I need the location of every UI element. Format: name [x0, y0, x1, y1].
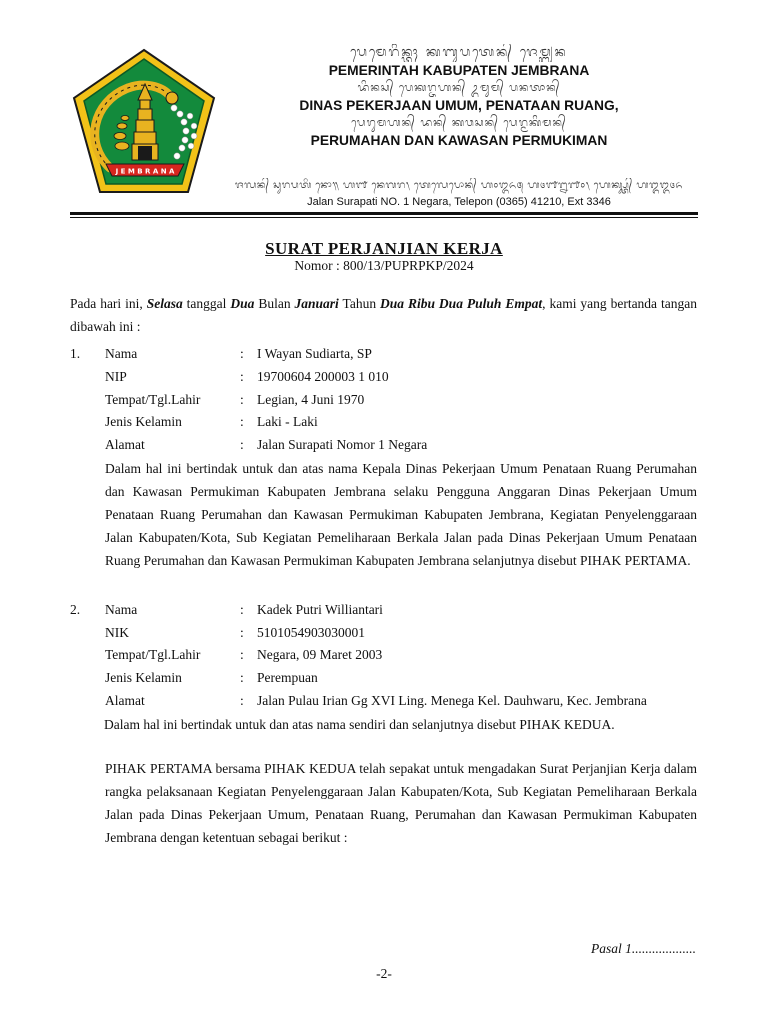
balinese-address-line: ᬚᬮᬦ᭄ ᬲᬸᬭᬧᬢᬶ ᬦᭀ᭟ ᬳ᭑ ᬦᬾᬕᬭ᭞ ᬢᬾᬮᬾᬧᭀᬦ᭄ ᬳ᭐᭓᭖᭕ ᬳ᭔᭑᭒᭑᭐᭞ ᬳᬾᬓ᭄ᬲ᭄ᬢ᭄ ᬳ᭓᭓᭔᭖	[234, 180, 684, 191]
letterhead-rule-thick	[70, 212, 698, 215]
agency-address: Jalan Surapati NO. 1 Negara, Telepon (0365) 41210, Ext 3346	[307, 196, 611, 208]
field-colon: :	[240, 647, 244, 662]
field-label: Tempat/Tgl.Lahir	[105, 647, 201, 662]
party-1-name: I Wayan Sudiarta, SP	[257, 346, 372, 361]
field-colon: :	[240, 369, 244, 384]
logo-banner-text: J E M B R A N A	[115, 167, 175, 176]
field-colon: :	[240, 346, 244, 361]
party-number: 2.	[70, 602, 81, 617]
party-2-nik: 5101054903030001	[257, 625, 365, 640]
party-2-name: Kadek Putri Williantari	[257, 602, 383, 617]
letterhead-rule-thin	[70, 217, 698, 218]
intro-year: Dua Ribu Dua Puluh Empat	[380, 296, 543, 311]
field-label: Jenis Kelamin	[105, 670, 182, 685]
field-colon: :	[240, 437, 244, 452]
party-1-birth: Legian, 4 Juni 1970	[257, 392, 365, 407]
party-1-gender: Laki - Laki	[257, 414, 318, 429]
field-label: Alamat	[105, 437, 145, 452]
party-1-nip: 19700604 200003 1 010	[257, 369, 389, 384]
field-label: Nama	[105, 346, 138, 361]
party-1-description: Dalam hal ini bertindak untuk dan atas nama Kepala Dinas Pekerjaan Umum Penataan Ruang Perumahan dan Kawasan Permukiman Kabupaten Jembrana selaku Pengguna Anggaran Dinas Pekerjaan Umum Penataan Ruang Perumahan dan Kawasan Permukiman Kabupaten Jembrana, Kegiatan Penyelenggaraan Jalan Kabupaten/Kota, Sub Kegiatan Pemeliharaan Berkala Jalan pada Dinas Pekerjaan Umum Penataan Ruang Perumahan dan Kawasan Permukiman Kabupaten Jembrana selanjutnya disebut PIHAK PERTAMA.	[105, 461, 697, 568]
agency-name-line-1: DINAS PEKERJAAN UMUM, PENATAAN RUANG,	[299, 98, 619, 113]
party-2-address: Jalan Pulau Irian Gg XVI Ling. Menega Kel. Dauhwaru, Kec. Jembrana	[257, 693, 647, 708]
field-label: Tempat/Tgl.Lahir	[105, 392, 201, 407]
government-name: PEMERINTAH KABUPATEN JEMBRANA	[328, 63, 590, 78]
agency-name-line-2: PERUMAHAN DAN KAWASAN PERMUKIMAN	[310, 133, 608, 148]
balinese-script-line: ᬧᬾᬭᬸᬫᬳᬦ᭄ ᬤᬦ᭄ ᬓᬯᬲᬦ᭄ ᬧᬾᬭ᭄ᬫᬸᬓᬶᬫᬦ᭄	[351, 116, 567, 129]
field-colon: :	[240, 602, 244, 617]
party-number: 1.	[70, 346, 81, 361]
intro-paragraph: Pada hari ini, Selasa tanggal Dua Bulan Januari Tahun Dua Ribu Dua Puluh Empat, kami yang bertanda tangan dibawah ini :	[70, 296, 697, 334]
field-label: Jenis Kelamin	[105, 414, 182, 429]
pasal-heading: Pasal 1...................	[590, 941, 696, 956]
field-label: NIP	[105, 369, 127, 384]
balinese-script-line: ᬤᬶᬦᬲ᭄ ᬧᬾᬓᬭ᭄ᬚᬳᬦ᭄ ᬉᬫᬸᬫ᭄ ᬧᬦᬢᬵᬦ᭄	[357, 81, 561, 94]
document-title: SURAT PERJANJIAN KERJA	[265, 239, 503, 258]
letterhead	[222, 44, 696, 149]
party-2-description: Dalam hal ini bertindak untuk dan atas nama sendiri dan selanjutnya disebut PIHAK KEDUA.	[104, 717, 615, 732]
party-2-gender: Perempuan	[257, 670, 318, 685]
field-label: Alamat	[105, 693, 145, 708]
field-colon: :	[240, 670, 244, 685]
intro-month: Januari	[294, 296, 339, 311]
balinese-script-line: ᬧᬾᬫᬾᬭᬶᬦ᭄ᬢᬄ ᬓᬩᬸᬧᬢᬾᬦ᭄ ᬚᬾᬫ᭄ᬩ᭄ᬭᬦ	[350, 45, 568, 60]
jembrana-crest-logo	[70, 46, 218, 196]
agreement-paragraph: PIHAK PERTAMA bersama PIHAK KEDUA telah sepakat untuk mengadakan Surat Perjanjian Kerja dalam rangka pelaksanaan Kegiatan Penyelenggaraan Jalan Kabupaten/Kota, Sub Kegiatan Pemeliharaan Berkala Jalan pada Dinas Pekerjaan Umum, Penataan Ruang, Perumahan dan Kawasan Permukiman Kabupaten Jembrana dengan ketentuan sebagai berikut :	[105, 761, 697, 845]
party-1-address: Jalan Surapati Nomor 1 Negara	[257, 437, 428, 452]
field-colon: :	[240, 625, 244, 640]
field-label: NIK	[105, 625, 129, 640]
field-colon: :	[240, 693, 244, 708]
document-number: Nomor : 800/13/PUPRPKP/2024	[294, 258, 474, 273]
intro-date: Dua	[230, 296, 255, 311]
party-2-birth: Negara, 09 Maret 2003	[257, 647, 383, 662]
field-label: Nama	[105, 602, 138, 617]
field-colon: :	[240, 414, 244, 429]
field-colon: :	[240, 392, 244, 407]
page-number: -2-	[376, 966, 392, 981]
intro-day: Selasa	[146, 296, 183, 311]
